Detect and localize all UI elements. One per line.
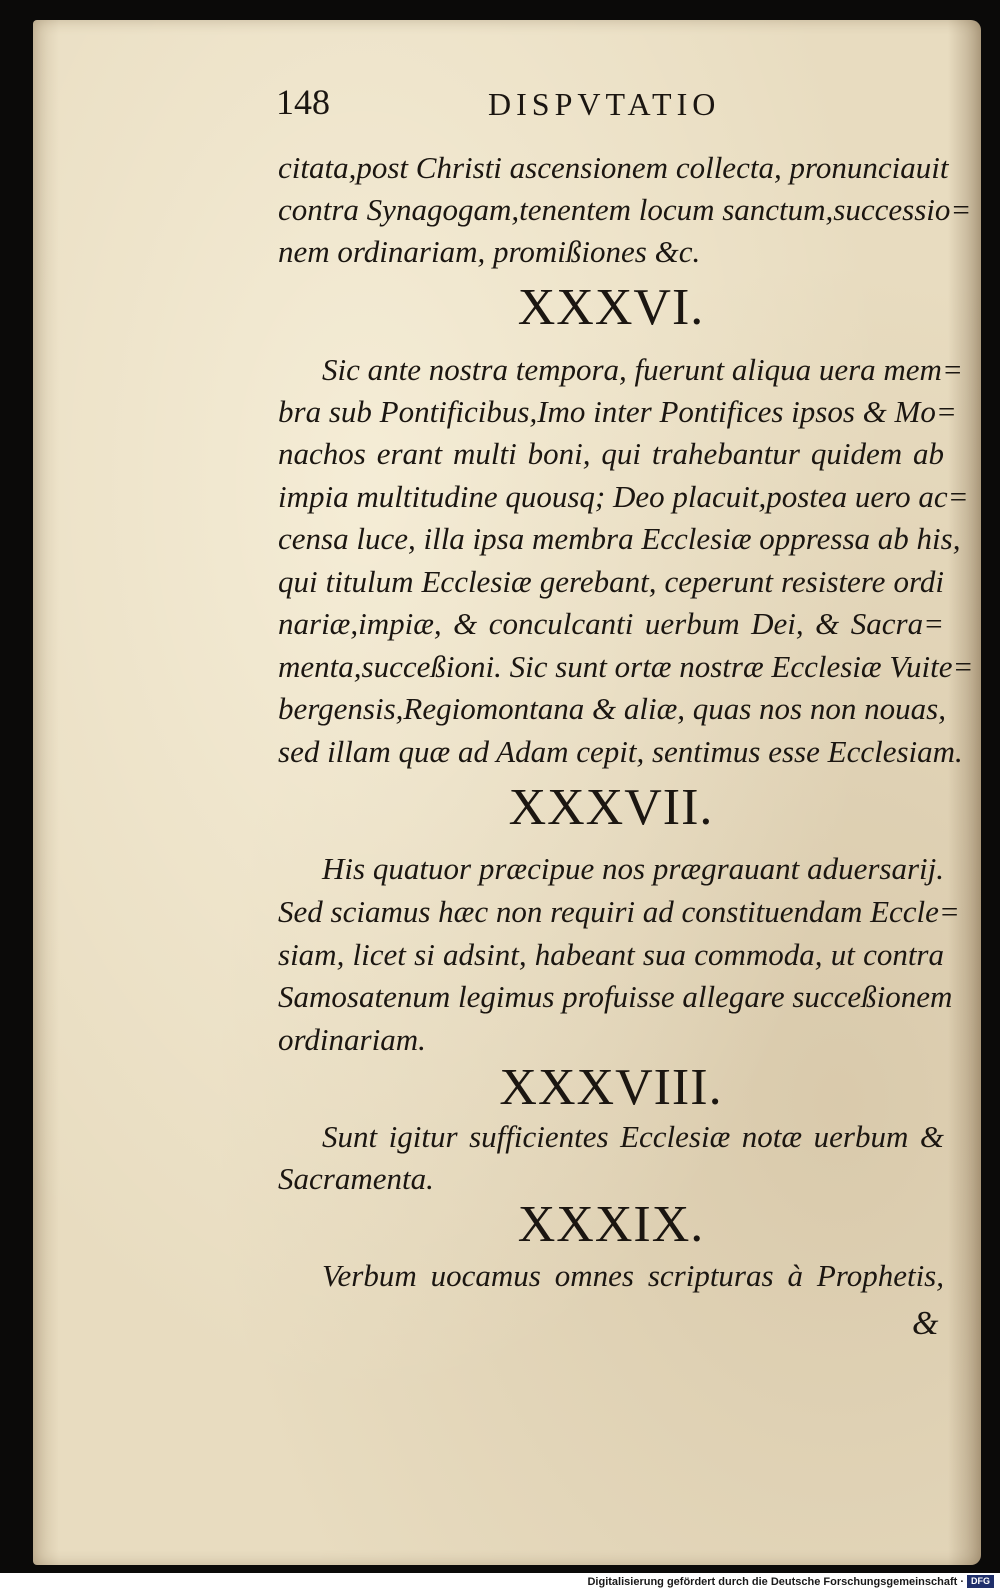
text-line: Samosatenum legimus profuisse allegare succeßionem: [278, 979, 953, 1014]
text-line: Verbum uocamus omnes scripturas à Prophetis,: [322, 1258, 944, 1293]
text-line: sed illam quæ ad Adam cepit, sentimus esse Ecclesiam.: [278, 734, 963, 769]
text-line: nem ordinariam, promißiones &c.: [278, 234, 701, 269]
section-heading-xxxvi: XXXVI.: [517, 279, 705, 336]
text-line: His quatuor præcipue nos prægrauant aduersarij.: [322, 851, 944, 886]
dfg-logo: DFG: [967, 1575, 994, 1588]
section-heading-xxxviii: XXXVIII.: [499, 1059, 723, 1116]
page-number: 148: [276, 82, 330, 122]
text-line: ordinariam.: [278, 1022, 426, 1057]
section-heading-xxxvii: XXXVII.: [508, 779, 714, 836]
text-line: menta,succeßioni. Sic sunt ortæ nostræ Ecclesiæ Vuite=: [278, 649, 974, 684]
digitization-credit: Digitalisierung gefördert durch die Deutsche Forschungsgemeinschaft ·: [587, 1576, 964, 1588]
text-line: impia multitudine quousq; Deo placuit,postea uero ac=: [278, 479, 969, 514]
text-line: contra Synagogam,tenentem locum sanctum,successio=: [278, 192, 972, 227]
text-line: Sic ante nostra tempora, fuerunt aliqua uera mem=: [322, 352, 963, 387]
text-line: siam, licet si adsint, habeant sua commoda, ut contra: [278, 937, 944, 972]
section-heading-xxxix: XXXIX.: [517, 1196, 705, 1253]
catchword: &: [912, 1305, 939, 1342]
text-line: Sacramenta.: [278, 1161, 434, 1196]
text-line: nachos erant multi boni, qui trahebantur quidem ab: [278, 436, 944, 471]
text-line: Sed sciamus hæc non requiri ad constituendam Eccle=: [278, 894, 960, 929]
text-line: bergensis,Regiomontana & aliæ, quas nos non nouas,: [278, 691, 946, 726]
running-head: DISPVTATIO: [488, 86, 721, 122]
text-line: nariæ,impiæ, & conculcanti uerbum Dei, & Sacra=: [278, 606, 944, 641]
text-line: qui titulum Ecclesiæ gerebant, ceperunt resistere ordi: [278, 564, 944, 599]
text-line: Sunt igitur sufficientes Ecclesiæ notæ uerbum &: [322, 1119, 944, 1154]
text-line: bra sub Pontificibus,Imo inter Pontifices ipsos & Mo=: [278, 394, 957, 429]
text-line: citata,post Christi ascensionem collecta, pronunciauit: [278, 150, 949, 185]
text-line: censa luce, illa ipsa membra Ecclesiæ oppressa ab his,: [278, 521, 961, 556]
